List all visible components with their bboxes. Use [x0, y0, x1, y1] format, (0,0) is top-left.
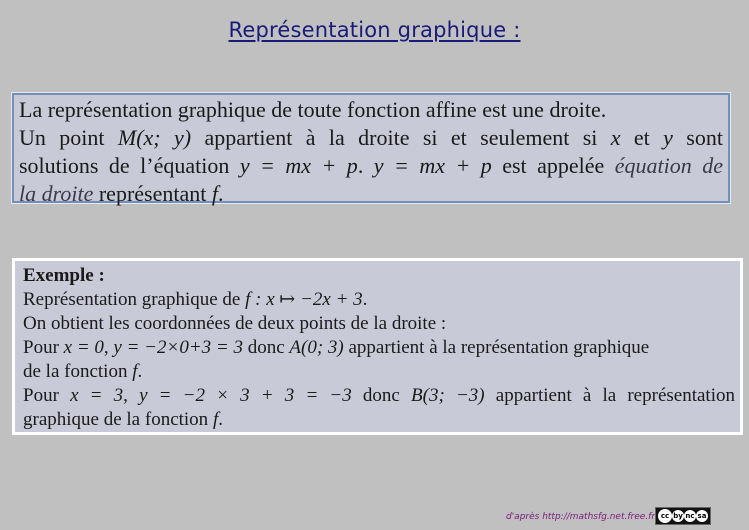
license-badge[interactable]	[655, 507, 711, 525]
example-box	[12, 258, 743, 435]
sa-icon: sa	[697, 512, 707, 520]
definition-line-2: Un point M(x; y) appartient à la droite si et seulement si x et y sont	[19, 125, 723, 150]
emphasis-equation: équation de	[614, 153, 724, 178]
example-line-4: de la fonction f.	[23, 361, 143, 382]
example-line-2: On obtient les coordonnées de deux points de la droite :	[23, 313, 447, 334]
cc-icon: cc	[658, 509, 672, 523]
example-line-5: Pour x = 3, y = −2 × 3 + 3 = −3 donc B(3; −3) appartient à la représentation	[23, 385, 735, 406]
definition-line-4: la droite représentant f.	[19, 181, 224, 206]
example-heading: Exemple :	[23, 265, 105, 286]
by-icon: by	[673, 512, 683, 520]
page-title: Représentation graphique :	[228, 18, 521, 42]
nc-icon: nc	[685, 512, 695, 520]
definition-line-1: La représentation graphique de toute fonction affine est une droite.	[19, 97, 607, 122]
definition-text	[19, 95, 723, 208]
definition-box	[12, 93, 730, 206]
example-line-3: Pour x = 0, y = −2×0+3 = 3 donc A(0; 3) appartient à la représentation graphique	[23, 337, 650, 358]
example-line-1: Représentation graphique de f : x ↦ −2x + 3.	[23, 289, 368, 310]
credit-link[interactable]: d'après http://mathsfg.net.free.fr	[506, 512, 656, 522]
example-line-6: graphique de la fonction f.	[23, 409, 223, 430]
definition-line-3: solutions de l’équation y = mx + p. y = mx + p est appelée équation de	[19, 153, 724, 178]
